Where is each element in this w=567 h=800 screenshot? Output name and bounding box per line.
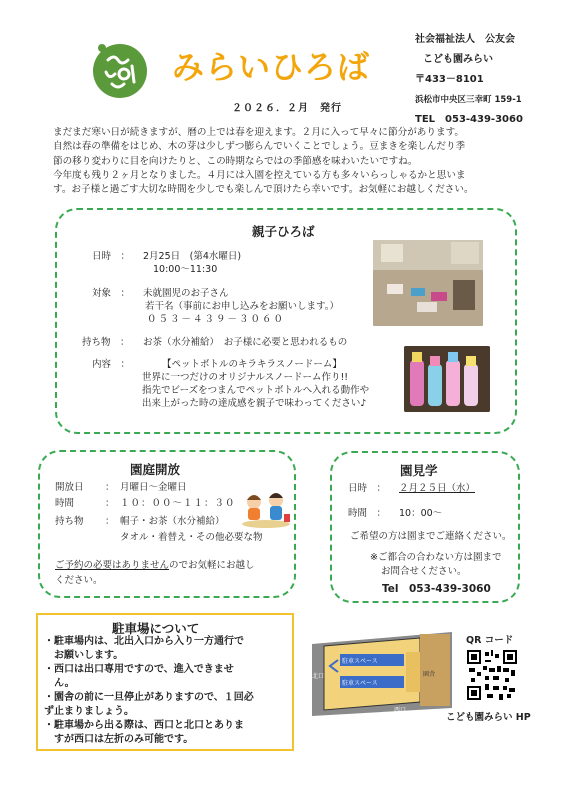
- parking-rule-line: ん。: [44, 678, 75, 689]
- address: 浜松市中央区三幸町 159-1: [415, 95, 522, 105]
- classroom-photo: [373, 240, 483, 326]
- oyako-heading: 親子ひろば: [252, 224, 315, 239]
- qr-caption: こども園みらい HP: [446, 712, 531, 723]
- tour-note: ご希望の方は園までご連絡ください。: [350, 531, 512, 542]
- map-parking-label: 駐車スペース: [342, 658, 378, 665]
- tour-note: お問合せください。: [381, 566, 467, 577]
- tour-note: ※ご都合の合わない方は園まで: [370, 552, 502, 563]
- parking-heading: 駐車場について: [112, 621, 200, 636]
- oyako-date-value: 2月25日 (第4水曜日): [143, 251, 242, 262]
- children-playing-icon: [240, 488, 292, 528]
- facility-name: こども園みらい: [423, 54, 493, 65]
- qr-code[interactable]: [467, 650, 517, 700]
- oyako-content-line: 出来上がった時の達成感を親子で味わってください♪: [142, 398, 367, 409]
- organization-info: [415, 30, 523, 130]
- oyako-date-label: 日時 ：: [92, 251, 131, 262]
- org-name: 社会福祉法人 公友会: [415, 34, 515, 45]
- oyako-bring-label: 持ち物 ：: [82, 337, 130, 348]
- garden-bring-value: タオル・着替え・その他必要な物: [120, 532, 263, 543]
- oyako-target-label: 対象 ：: [92, 288, 131, 299]
- garden-time-label: 時間: [55, 498, 75, 509]
- oyako-target-note: 若干名（事前にお申し込みをお願いします。）: [145, 301, 339, 312]
- garden-time-value: １０：００～１１：３０: [120, 498, 236, 509]
- colon: ：: [105, 516, 115, 527]
- tour-time-label: 時間 ：: [348, 508, 387, 519]
- map-west-exit: 西口: [394, 707, 407, 714]
- tour-date-label: 日時 ：: [348, 483, 387, 494]
- issue-date: ２０２６．２月 発行: [232, 103, 342, 114]
- parking-rule-line: ・西口は出口専用ですので、進入できませ: [44, 664, 234, 675]
- tour-phone: Tel 053-439-3060: [382, 583, 491, 595]
- intro-text: [53, 126, 523, 197]
- oyako-content-line: 指先でビーズをつまんでペットボトルへ入れる動作や: [142, 385, 370, 396]
- oyako-target-value: 未就園児のお子さん: [143, 288, 229, 299]
- oyako-bring-value: お茶（水分補給） お子様に必要と思われるもの: [143, 337, 348, 348]
- tour-heading: 園見学: [400, 463, 438, 478]
- qr-label: QR コード: [466, 635, 514, 646]
- oyako-target-tel: ０５３－４３９－３０６０: [147, 314, 286, 325]
- garden-heading: 園庭開放: [130, 462, 181, 477]
- map-building-label: 園舎: [423, 671, 436, 678]
- garden-open-label: 開放日: [55, 482, 84, 493]
- oyako-time-value: 10:00～11:30: [153, 264, 218, 275]
- colon: ：: [105, 482, 115, 493]
- tour-time-value: 10：00～: [399, 508, 443, 519]
- intro-line: 節の移り変わりに目を向けたりと、この時期ならではの季節感を味わいたいですね。: [53, 155, 418, 167]
- tour-date-value: ２月２５日（水）: [399, 483, 476, 494]
- map-north-exit: 北口: [312, 673, 325, 680]
- postal-code: 〒433－8101: [415, 74, 484, 85]
- parking-rules: [44, 635, 254, 747]
- map-parking-label: 駐車スペース: [342, 680, 378, 687]
- oyako-content-title: 【ペットボトルのキラキラスノードーム】: [162, 359, 342, 370]
- intro-line: まだまだ寒い日が続きますが、暦の上では春を迎えます。２月に入って早々に節分があります。: [53, 127, 464, 138]
- parking-rule-line: ず止まりましょう。: [44, 706, 134, 717]
- garden-bring-value: 帽子・お茶（水分補給）: [120, 516, 225, 527]
- logo-icon: [88, 38, 152, 102]
- phone: TEL 053-439-3060: [415, 114, 523, 125]
- parking-rule-line: ・駐車場から出る際は、西口と北口とありま: [44, 720, 244, 731]
- parking-map: [302, 624, 452, 716]
- intro-line: す。お子様と過ごす大切な時間を少しでも楽しんで頂けたら幸いです。お気軽にお越しください。: [53, 184, 474, 196]
- intro-line: 今年度も残り２ヶ月となりました。４月には入園を控えている方も多々いらっしゃるかと思いま: [53, 169, 466, 181]
- garden-note: [55, 559, 255, 572]
- oyako-content-line: 世界に一つだけのオリジナルスノードーム作り!!: [142, 372, 349, 383]
- newsletter-title: みらいひろば: [172, 48, 371, 86]
- colon: ：: [105, 498, 115, 509]
- garden-note-underlined: ご予約の必要はありません: [55, 560, 170, 571]
- parking-rule-line: お願いします。: [44, 650, 124, 661]
- intro-line: 自然は春の準備をはじめ、木の芽は少しずつ膨らんでいくことでしょう。豆まきを楽しんだり季: [53, 141, 466, 153]
- parking-rule-line: すが西口は左折のみ可能です。: [44, 734, 194, 745]
- garden-note: ください。: [55, 575, 103, 586]
- garden-open-value: 月曜日～金曜日: [120, 482, 187, 493]
- parking-rule-line: ・駐車場内は、北出入口から入り一方通行で: [44, 636, 244, 647]
- oyako-content-label: 内容 ：: [92, 359, 131, 370]
- parking-rule-line: ・園舎の前に一旦停止がありますので、１回必: [44, 692, 254, 703]
- garden-note-rest: のでお気軽にお越し: [169, 560, 255, 571]
- snowglobe-photo: [404, 346, 490, 412]
- garden-bring-label: 持ち物: [55, 516, 84, 527]
